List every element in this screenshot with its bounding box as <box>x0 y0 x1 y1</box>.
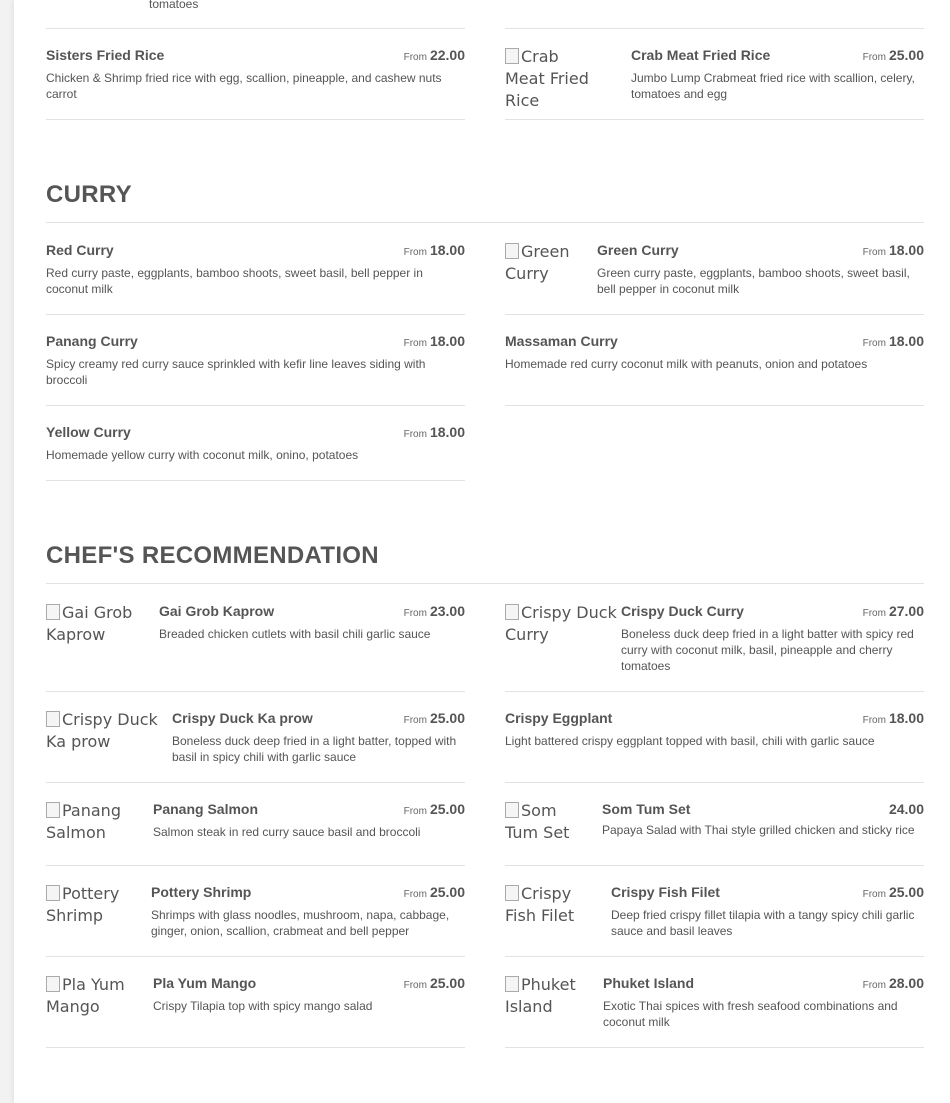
menu-item[interactable] <box>505 883 924 957</box>
divider <box>46 956 465 957</box>
divider <box>46 405 465 406</box>
item-description: Light battered crispy eggplant topped with basil, chili with garlic sauce <box>505 734 875 748</box>
menu-item[interactable] <box>505 709 924 783</box>
item-description: Red curry paste, eggplants, bamboo shoots, sweet basil, bell pepper in coconut milk <box>46 266 423 296</box>
divider <box>505 782 924 783</box>
menu-page <box>14 0 950 1103</box>
item-price: From 18.00 <box>403 333 465 349</box>
section-title-chefs-recommendation: CHEF'S RECOMMENDATION <box>46 542 379 569</box>
section-divider <box>46 583 924 584</box>
divider <box>46 28 465 29</box>
item-price: From 23.00 <box>403 603 465 619</box>
item-price: From 28.00 <box>862 975 924 991</box>
menu-item[interactable] <box>46 974 465 1048</box>
item-image-broken[interactable]: Crab Meat Fried Rice <box>505 46 601 112</box>
menu-item[interactable] <box>46 241 465 315</box>
item-name: Crispy Duck Curry <box>621 603 744 619</box>
item-image-broken[interactable]: Crispy Duck Ka prow <box>46 710 158 751</box>
menu-item[interactable] <box>46 423 465 481</box>
divider <box>505 28 924 29</box>
divider <box>505 956 924 957</box>
item-image-broken[interactable]: Gai Grob Kaprow <box>46 602 138 646</box>
item-description: Homemade yellow curry with coconut milk, onino, potatoes <box>46 448 359 462</box>
item-price: From 18.00 <box>403 242 465 258</box>
item-price: From 18.00 <box>862 333 924 349</box>
menu-item[interactable] <box>46 602 465 692</box>
item-image-broken[interactable]: Som Tum Set <box>505 800 585 844</box>
item-price: From 18.00 <box>403 424 465 440</box>
divider <box>46 314 465 315</box>
item-description: Papaya Salad with Thai style grilled chicken and sticky rice <box>602 823 915 837</box>
item-name: Crispy Eggplant <box>505 710 613 726</box>
item-description: Salmon steak in red curry sauce basil and broccoli <box>153 825 421 839</box>
menu-item[interactable] <box>505 602 924 692</box>
item-description: Jumbo Lump Crabmeat fried rice with scallion, celery, tomatoes and egg <box>631 71 915 101</box>
item-name: Gai Grob Kaprow <box>159 603 275 619</box>
section-title-curry: CURRY <box>46 181 132 208</box>
divider <box>46 119 465 120</box>
item-name: Panang Curry <box>46 333 138 349</box>
item-description: Chicken & Shrimp fried rice with egg, scallion, pineapple, and cashew nuts carrot <box>46 71 442 101</box>
divider <box>505 405 924 406</box>
item-name: Yellow Curry <box>46 424 131 440</box>
item-description: Green curry paste, eggplants, bamboo shoots, sweet basil, bell pepper in coconut milk <box>597 266 910 296</box>
item-image-broken[interactable]: Crispy Fish Filet <box>505 883 595 927</box>
item-description: Spicy creamy red curry sauce sprinkled with kefir line leaves siding with broccoli <box>46 357 426 387</box>
item-name: Pottery Shrimp <box>151 884 252 900</box>
item-description: Breaded chicken cutlets with basil chili garlic sauce <box>159 627 431 641</box>
item-description: Boneless duck deep fried in a light batter with spicy red curry with coconut milk, basil, pineapple and cherry tomatoes <box>621 627 914 673</box>
item-image-broken[interactable]: Pottery Shrimp <box>46 883 136 927</box>
item-name: Phuket Island <box>603 975 695 991</box>
divider <box>46 691 465 692</box>
item-description: Homemade red curry coconut milk with peanuts, onion and potatoes <box>505 357 868 371</box>
menu-item[interactable] <box>505 46 924 120</box>
divider <box>46 1047 465 1048</box>
item-price: From 25.00 <box>403 884 465 900</box>
item-name: Crispy Fish Filet <box>611 884 720 900</box>
section-divider <box>46 222 924 223</box>
item-price: From 25.00 <box>403 710 465 726</box>
item-name: Pla Yum Mango <box>153 975 257 991</box>
menu-item[interactable] <box>505 974 924 1048</box>
item-image-broken[interactable]: Pla Yum Mango <box>46 974 138 1018</box>
divider <box>46 782 465 783</box>
item-name: Massaman Curry <box>505 333 618 349</box>
item-price: From 18.00 <box>862 242 924 258</box>
item-image-broken[interactable]: Panang Salmon <box>46 800 136 844</box>
item-name: Sisters Fried Rice <box>46 47 165 63</box>
item-description: Boneless duck deep fried in a light batter, topped with basil in spicy chili with garlic sauce <box>172 734 457 764</box>
item-image-broken[interactable]: Crispy Duck Curry <box>505 603 617 644</box>
item-name: Panang Salmon <box>153 801 259 817</box>
menu-item[interactable] <box>46 883 465 957</box>
item-name: Crab Meat Fried Rice <box>631 47 771 63</box>
item-price: From 22.00 <box>403 47 465 63</box>
menu-item[interactable] <box>46 709 465 783</box>
item-price: From 25.00 <box>403 801 465 817</box>
menu-item[interactable] <box>505 800 924 866</box>
item-image-broken[interactable]: Green Curry <box>505 241 583 285</box>
item-price: From 25.00 <box>862 884 924 900</box>
item-description: Shrimps with glass noodles, mushroom, napa, cabbage, ginger, onion, scallion, crabmeat and bell pepper <box>151 908 450 938</box>
divider <box>46 865 465 866</box>
item-description: Deep fried crispy fillet tilapia with a tangy spicy chili garlic sauce and basil leaves <box>611 908 915 938</box>
item-name: Green Curry <box>597 242 679 258</box>
item-price: From 27.00 <box>862 603 924 619</box>
item-price: From 18.00 <box>862 710 924 726</box>
divider <box>505 119 924 120</box>
divider <box>505 691 924 692</box>
item-name: Red Curry <box>46 242 114 258</box>
item-description: Exotic Thai spices with fresh seafood combinations and coconut milk <box>603 999 898 1029</box>
item-image-broken[interactable]: Phuket Island <box>505 974 589 1018</box>
menu-item[interactable] <box>505 332 924 406</box>
divider <box>46 480 465 481</box>
previous-item-desc-fragment: tomatoes <box>149 0 199 11</box>
menu-item[interactable] <box>46 800 465 866</box>
item-price: 24.00 <box>888 801 924 817</box>
item-price: From 25.00 <box>403 975 465 991</box>
divider <box>505 314 924 315</box>
menu-item[interactable] <box>46 332 465 406</box>
divider <box>505 865 924 866</box>
item-price: From 25.00 <box>862 47 924 63</box>
item-name: Som Tum Set <box>602 801 691 817</box>
divider <box>505 1047 924 1048</box>
item-description: Crispy Tilapia top with spicy mango salad <box>153 999 373 1013</box>
menu-item[interactable] <box>505 241 924 315</box>
menu-item[interactable] <box>46 46 465 120</box>
item-name: Crispy Duck Ka prow <box>172 710 313 726</box>
